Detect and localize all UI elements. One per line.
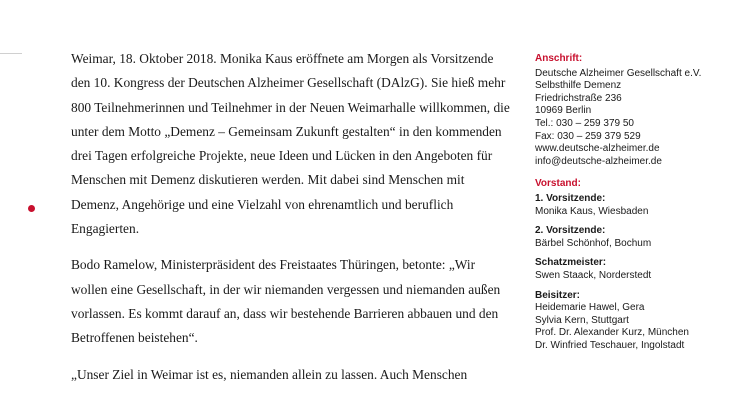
board-section: [535, 178, 740, 352]
website-link[interactable]: www.deutsche-alzheimer.de: [535, 143, 660, 155]
board-member: Dr. Winfried Teschauer, Ingolstadt: [535, 339, 685, 351]
address-line: Selbsthilfe Demenz: [535, 80, 622, 92]
address-line: Deutsche Alzheimer Gesellschaft e.V.: [535, 67, 702, 79]
phone-line: Tel.: 030 – 259 379 50: [535, 117, 634, 129]
board-role: Schatzmeister:: [535, 257, 607, 269]
address-heading: Anschrift:: [535, 53, 583, 64]
board-role: 1. Vorsitzende:: [535, 192, 606, 204]
fax-line: Fax: 030 – 259 379 529: [535, 130, 641, 142]
board-member: Swen Staack, Norderstedt: [535, 269, 652, 281]
board-group-vice-chair: [535, 225, 740, 250]
board-group-treasurer: [535, 257, 740, 282]
board-group-chair: [535, 193, 740, 218]
address-line: 10969 Berlin: [535, 105, 592, 117]
fold-mark: [0, 53, 22, 54]
board-member: Sylvia Kern, Stuttgart: [535, 314, 629, 326]
board-group-assessors: [535, 290, 740, 353]
board-role: 2. Vorsitzende:: [535, 225, 606, 237]
press-release-body: [71, 47, 511, 399]
board-member: Heidemarie Hawel, Gera: [535, 302, 645, 314]
sidebar-contact: [535, 53, 740, 362]
address-line: Friedrichstraße 236: [535, 92, 622, 104]
email-link[interactable]: info@deutsche-alzheimer.de: [535, 155, 662, 167]
board-heading: Vorstand:: [535, 178, 581, 190]
board-role: Beisitzer:: [535, 289, 581, 301]
address-section: [535, 53, 740, 168]
punch-mark-dot: [28, 205, 35, 212]
board-member: Prof. Dr. Alexander Kurz, München: [535, 327, 689, 339]
paragraph-goal: „Unser Ziel in Weimar ist es, niemanden allein zu lassen. Auch Menschen: [71, 366, 468, 382]
paragraph-quote-ramelow: Bodo Ramelow, Ministerpräsident des Freistaates Thüringen, betonte: „Wir wollen eine Gesellschaft, in der wir niemanden vergessen und niemanden außen vorlassen. Es kommt darauf an, dass wir bestehende Barrieren abbauen und den Betroffenen beistehen“.: [71, 257, 501, 346]
board-member: Monika Kaus, Wiesbaden: [535, 205, 649, 217]
board-member: Bärbel Schönhof, Bochum: [535, 237, 652, 249]
paragraph-intro: Weimar, 18. Oktober 2018. Monika Kaus eröffnete am Morgen als Vorsitzende den 10. Kongress der Deutschen Alzheimer Gesellschaft (DAlzG). Sie hieß mehr 800 Teilnehmerinnen und Teilnehmer in der Neuen Weimarhalle willkommen, die unter dem Motto „Demenz – Gemeinsam Zukunft gestalten“ in den kommenden drei Tagen erfolgreiche Projekte, neue Ideen und Lücken in den Angeboten für Menschen mit Demenz diskutieren werden. Mit dabei sind Menschen mit Demenz, Angehörige und eine Vielzahl von ehrenamtlich und beruflich Engagierten.: [71, 51, 510, 237]
